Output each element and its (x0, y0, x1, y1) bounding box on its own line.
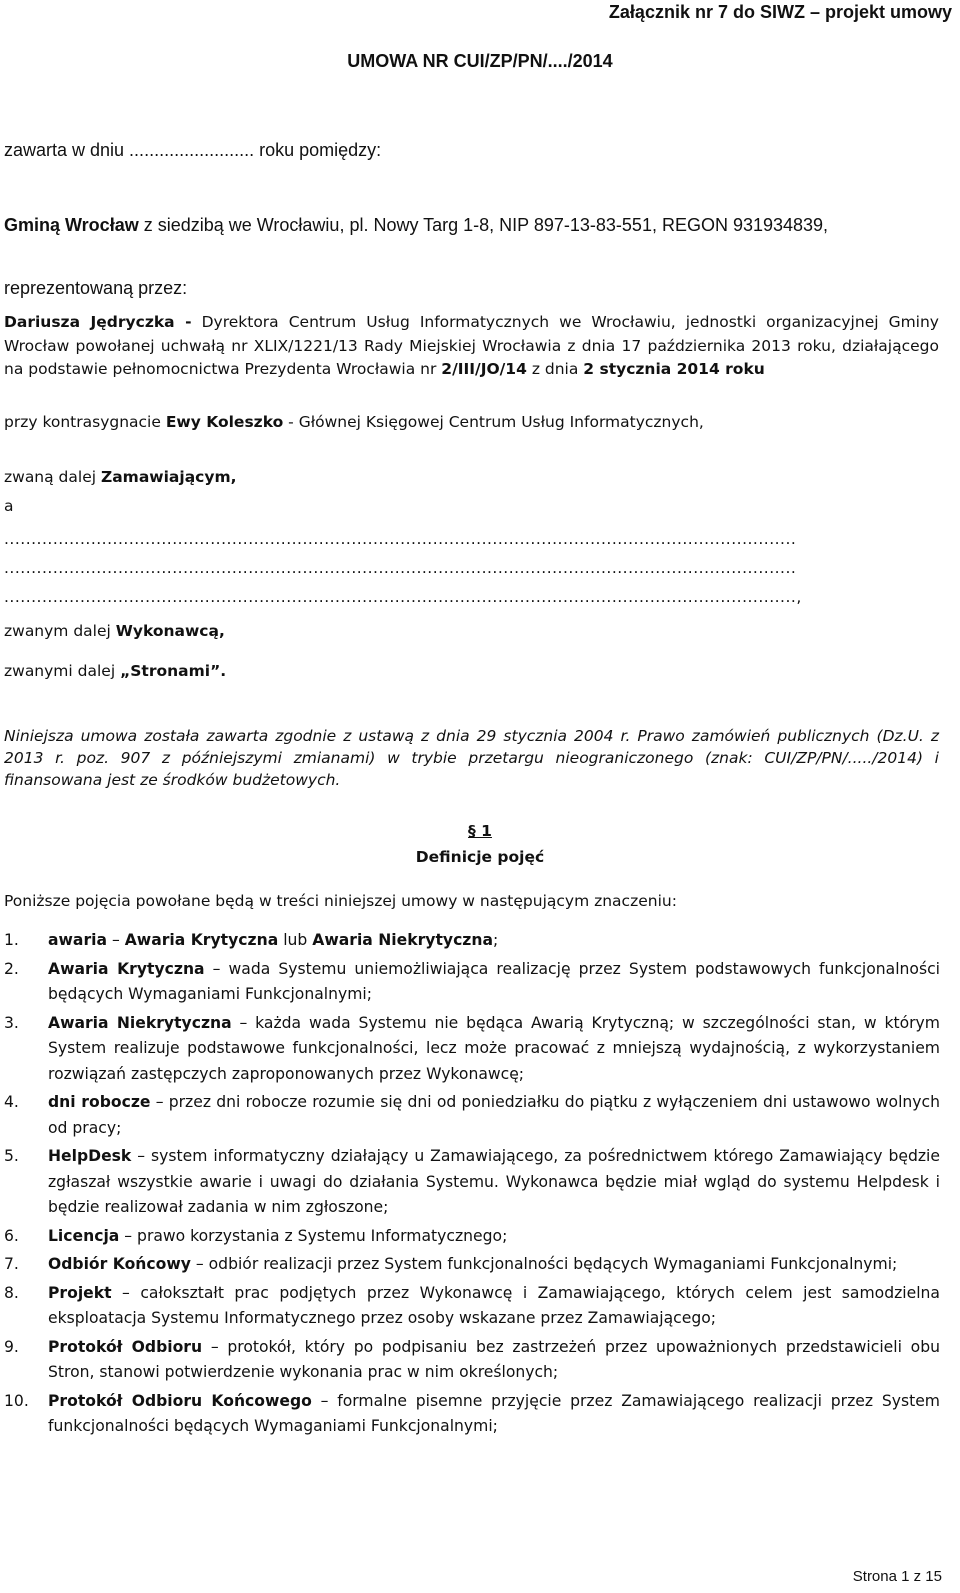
definition-term: Awaria Krytyczna (48, 959, 205, 978)
definition-term: awaria (48, 931, 108, 949)
definitions-list (0, 928, 940, 1443)
definition-item (0, 1090, 940, 1141)
section-sign: § 1 (468, 822, 492, 840)
definition-item (0, 1389, 940, 1440)
parties-alias-line (4, 662, 226, 680)
definition-text: protokół, który po podpisaniu bez zastrzeżeń przez upoważnionych przedstawicieli obu Stron, stanowi potwierdzenie wykonania prac w nim określonych; (48, 1337, 940, 1381)
countersignature-prefix: przy kontrasygnacie (4, 413, 166, 431)
definition-item (0, 1224, 940, 1250)
definition-separator: – (204, 959, 229, 978)
definition-text: system informatyczny działający u Zamawiającego, za pośrednictwem którego Zamawiający będzie zgłaszał wszystkie awarie i uwagi do działania Systemu. Wykonawca będzie miał wgląd do systemu Helpdesk i będzie realizował zadania w nim zgłoszone; (48, 1147, 940, 1216)
section-1-number (0, 822, 960, 840)
definition-text: prawo korzystania z Systemu Informatycznego; (137, 1226, 508, 1245)
party2-dots-line-2: .................................................................................................................................................. (4, 559, 797, 577)
definition-number: 1. (4, 931, 19, 949)
parties-alias-prefix: zwanymi dalej (4, 662, 121, 680)
definition-number: 2. (4, 959, 19, 978)
definition-item (0, 1335, 940, 1386)
definition-item (0, 1011, 940, 1088)
definition-number: 4. (4, 1093, 19, 1111)
definition-text: formalne pisemne przyjęcie przez Zamawiającego realizacji przez System funkcjonalności będących Wymaganiami Funkcjonalnymi; (48, 1391, 940, 1435)
definition-term: dni robocze (48, 1093, 151, 1111)
definition-item (0, 1252, 940, 1278)
definition-separator: – (231, 1013, 256, 1032)
proxy-date-prefix: z dnia (526, 360, 584, 378)
definition-term: Protokół Odbioru Końcowego (48, 1391, 312, 1410)
definition-term: Projekt (48, 1283, 112, 1302)
definition-item (0, 1281, 940, 1332)
definition-tail: ; (493, 931, 499, 949)
definition-item (0, 1144, 940, 1221)
definition-text: każda wada Systemu nie będąca Awarią Krytyczną; w szczególności stan, w którym System realizuje podstawowe funkcjonalności, lecz może pracować z mniejszą wydajnością, z wykorzystaniem rozwiązań zastępczych zaproponowanych przez Wykonawcę; (48, 1013, 940, 1083)
definition-separator: – (111, 1283, 141, 1302)
definition-text: całokształt prac podjętych przez Wykonawcę i Zamawiającego, których celem jest samodzielna eksploatacja Systemu Informatycznego przez osoby wskazane przez Zamawiającego; (48, 1283, 940, 1327)
definition-text: przez dni robocze rozumie się dni od poniedziałku do piątku z wyłączeniem dni ustawowo wolnych od pracy; (48, 1093, 940, 1137)
definition-separator: – (131, 1147, 152, 1165)
party2-alias: Wykonawcą, (115, 622, 225, 640)
section-1-title: Definicje pojęć (415, 848, 545, 866)
party1-alias-prefix: zwaną dalej (4, 468, 101, 486)
legal-basis-paragraph: Niniejsza umowa została zawarta zgodnie z ustawą z dnia 29 stycznia 2004 r. Prawo zamówień publicznych (Dz.U. z 2013 r. poz. 907 z późniejszymi zmianami) w trybie przetargu nieograniczonego (znak: CUI/ZP/PN/...../2014) i finansowana jest ze środków budżetowych. (4, 727, 939, 789)
definition-number: 9. (4, 1337, 19, 1356)
represented-by: reprezentowaną przez: (4, 278, 188, 298)
party1-name: Gminą Wrocław (4, 215, 139, 235)
proxy-number: 2/III/JO/14 (441, 360, 527, 378)
party2-dots-line-3: .................................................................................................................................................., (4, 588, 802, 606)
definition-number: 10. (4, 1391, 29, 1410)
countersignature-description: - Głównej Księgowej Centrum Usług Informatycznych, (283, 413, 704, 431)
definition-term: Awaria Niekrytyczna (48, 1013, 232, 1032)
proxy-date: 2 stycznia 2014 roku (583, 360, 765, 378)
definitions-lead: Poniższe pojęcia powołane będą w treści niniejszej umowy w następującym znaczeniu: (4, 892, 677, 910)
definition-separator: – (107, 931, 125, 949)
definition-separator: – (311, 1391, 338, 1410)
contract-title: UMOWA NR CUI/ZP/PN/..../2014 (347, 51, 613, 71)
definition-number: 5. (4, 1147, 19, 1165)
party2-alias-line (4, 622, 225, 640)
definition-number: 3. (4, 1013, 19, 1032)
definition-item (0, 928, 940, 954)
definition-ref-term: Awaria Krytyczna (124, 931, 279, 949)
definition-number: 8. (4, 1283, 19, 1302)
definition-separator: – (190, 1255, 209, 1273)
definition-text: wada Systemu uniemożliwiająca realizację przez System podstawowych funkcjonalności będących Wymaganiami Funkcjonalnymi; (48, 959, 940, 1003)
definition-separator: – (150, 1093, 169, 1111)
party2-alias-prefix: zwanym dalej (4, 622, 116, 640)
countersignature-line (4, 413, 704, 431)
definition-term: HelpDesk (48, 1147, 132, 1165)
party2-dots-line-1: .................................................................................................................................................. (4, 530, 797, 548)
definition-term: Odbiór Końcowy (48, 1255, 191, 1273)
countersignature-name: Ewy Koleszko (165, 413, 284, 431)
definition-item (0, 957, 940, 1008)
party1-paragraph (4, 212, 939, 239)
conjunction-a: a (4, 497, 14, 515)
parties-alias: „Stronami”. (120, 662, 227, 680)
party1-alias-line (4, 468, 237, 486)
page-number: Strona 1 z 15 (852, 1568, 942, 1585)
party1-address: z siedzibą we Wrocławiu, pl. Nowy Targ 1-8, NIP 897-13-83-551, REGON 931934839, (138, 215, 829, 235)
definition-separator: – (202, 1337, 228, 1356)
concluded-date-line: zawarta w dniu ......................... roku pomiędzy: (4, 140, 382, 160)
definition-number: 7. (4, 1255, 19, 1273)
representative-paragraph (4, 311, 939, 382)
definition-text: odbiór realizacji przez System funkcjonalności będących Wymaganiami Funkcjonalnymi; (208, 1255, 898, 1273)
definition-conjunction: lub (278, 931, 313, 949)
annex-header: Załącznik nr 7 do SIWZ – projekt umowy (608, 2, 952, 22)
definition-number: 6. (4, 1226, 19, 1245)
definition-ref-term: Awaria Niekrytyczna (312, 931, 494, 949)
definition-separator: – (119, 1226, 138, 1245)
definition-term: Protokół Odbioru (48, 1337, 203, 1356)
definition-term: Licencja (48, 1226, 120, 1245)
party1-alias: Zamawiającym, (100, 468, 237, 486)
representative-description: Dyrektora Centrum Usług Informatycznych we Wrocławiu, jednostki organizacyjnej Gminy Wrocław powołanej uchwałą nr XLIX/1221/13 Rady Miejskiej Wrocławia z dnia 17 października 2013 roku, działającego na podstawie pełnomocnictwa Prezydenta Wrocławia nr (4, 313, 939, 378)
representative-name: Dariusza Jędryczka - (4, 313, 192, 331)
